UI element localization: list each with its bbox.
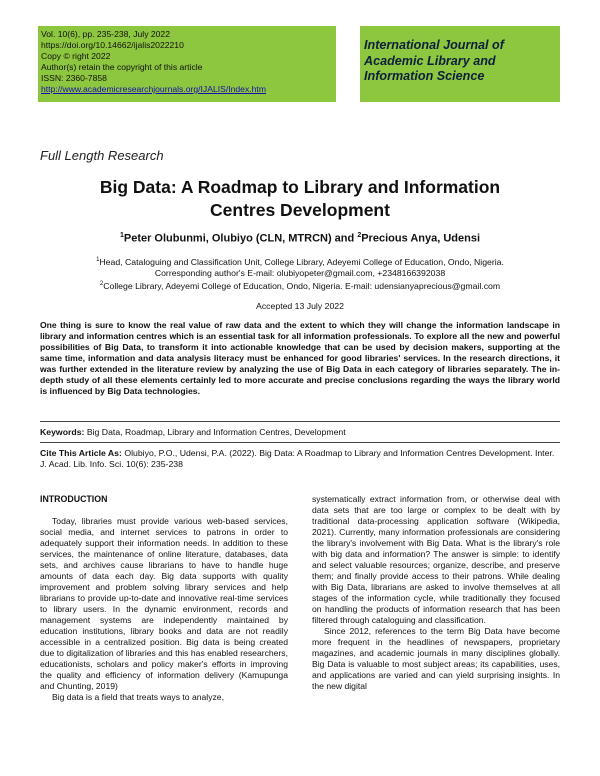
affiliation-2-text: College Library, Adeyemi College of Education, Ondo, Nigeria. E-mail: udensianyaprecious@gmail.com <box>103 280 501 291</box>
journal-title-line-2: Academic Library and <box>364 53 496 68</box>
divider <box>40 442 560 443</box>
body-column-right <box>312 494 560 692</box>
affiliation-2 <box>40 279 560 292</box>
body-column-left <box>40 494 288 703</box>
keywords-label: Keywords: <box>40 427 85 437</box>
journal-url-link[interactable]: http://www.academicresearchjournals.org/IJALIS/Index.htm <box>41 84 266 94</box>
accepted-date: Accepted 13 July 2022 <box>256 301 344 311</box>
paragraph: Today, libraries must provide various web-based services, social media, and internet services to patrons in order to adequately support their information needs. In addition to these services, the maintenance of online literature, databases, data sets, and archives cause librarians to have to handle huge amounts of data each day. Big data supports with quality improvement and problem solving library services and help librarians to provide up-to-date and innovative real-time services to library users. In the dynamic environment, records and management systems are independently maintained by education institutions, library books and data are not readily accessible in a centralized position. Big data is being created due to digitalization of libraries and this has enabled researchers, educationists, scholars and policy maker's efforts in improving the quality and efficiency of information delivery (Kamupunga and Chunting, 2019) <box>40 516 288 691</box>
doi-line: https://doi.org/10.14662/ijalis2022210 <box>41 40 184 50</box>
author-2: Precious Anya, Udensi <box>361 232 481 245</box>
cite-label: Cite This Article As: <box>40 448 122 458</box>
affiliation-1-sup: 1 <box>96 257 100 263</box>
author-1-sup: 1 <box>119 232 124 239</box>
section-heading: INTRODUCTION <box>40 494 108 504</box>
paragraph: Big data is a field that treats ways to analyze, <box>52 692 224 702</box>
paragraph: Since 2012, references to the term Big Data have become more frequent in the headlines of newspapers, proprietary magazines, and academic journals in many disciplines globally. Big Data is valuable to most subject areas; its capabilities, uses, and applications are varied and can yield surprising insights. In the new digital <box>312 626 560 691</box>
volume-line: Vol. 10(6), pp. 235-238, July 2022 <box>41 29 170 39</box>
paper-title <box>40 176 560 222</box>
affiliation-1-text: Head, Cataloguing and Classification Unit, College Library, Adeyemi College of Education, Ondo, Nigeria. <box>99 256 504 267</box>
title-line-2: Centres Development <box>210 200 390 220</box>
keywords <box>40 427 560 437</box>
author-list <box>40 232 560 245</box>
citation <box>40 448 560 470</box>
journal-info-box <box>38 26 336 102</box>
cite-text: Olubiyo, P.O., Udensi, P.A. (2022). Big Data: A Roadmap to Library and Information Centres Development. Inter. J. Acad. Lib. Info. Sci. 10(6): 235-238 <box>40 448 555 469</box>
author-2-sup: 2 <box>357 232 362 239</box>
affiliations <box>40 255 560 292</box>
affiliation-1 <box>40 255 560 268</box>
keywords-text: Big Data, Roadmap, Library and Information Centres, Development <box>84 427 346 437</box>
paragraph: systematically extract information from, or otherwise deal with data sets that are too large or complex to be dealt with by traditional data-processing application software (Wikipedia, 2021). Currently, many information professionals are considering the library's involvement with Big Data. What is the library's role with big data and information? The answer is simple: to identify and select valuable resources; organize, describe, and preserve them; and finally provide access to their patrons. While dealing with Big Data, librarians are asked to involve themselves at all stages of the information cycle, while traditionally they focused on handling the products of information research that has been filtered through cataloguing and classification. <box>312 494 560 625</box>
article-type: Full Length Research <box>40 148 164 163</box>
corresponding-author: Corresponding author's E-mail: olubiyopeter@gmail.com, +2348166392038 <box>154 267 446 278</box>
issn-line: ISSN: 2360-7858 <box>41 73 107 83</box>
affiliation-2-sup: 2 <box>99 280 104 287</box>
title-line-1: Big Data: A Roadmap to Library and Information <box>99 177 501 197</box>
journal-title-line-1: International Journal of <box>364 38 504 52</box>
rights-line: Author(s) retain the copyright of this article <box>41 62 203 72</box>
abstract: One thing is sure to know the real value of raw data and the extent to which they will change the information landscape in library and information centres which is an essential task for all information professionals. To explore all the new and powerful possibilities of Big Data, to transform it into actionable knowledge that can be used by decision makers, supporting at the same time, information and data analysis literacy must be enhanced for good libraries' services. In the research directions, it was further extended in the literature review by analyzing the use of Big Data in each category of libraries separately. The in-depth study of all these elements certainly led to more accurate and precise conclusions regarding the ways the library world is influenced by Big Data technologies. <box>40 320 560 396</box>
copyright-line: Copy © right 2022 <box>41 51 111 61</box>
journal-title-line-3: Information Science <box>364 69 485 83</box>
author-1: Peter Olubunmi, Olubiyo (CLN, MTRCN) and <box>123 232 358 245</box>
divider <box>40 421 560 422</box>
journal-title-box <box>360 26 560 102</box>
